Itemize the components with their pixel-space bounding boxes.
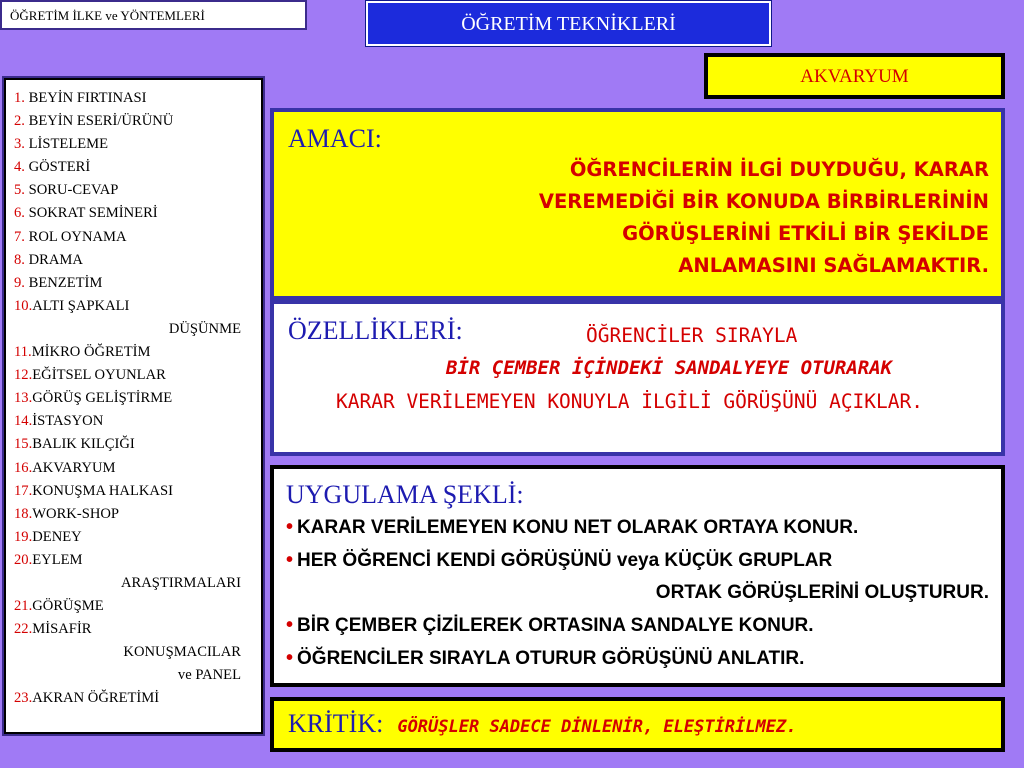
technique-number: 10. [14, 297, 33, 314]
technique-label: LİSTELEME [24, 136, 109, 153]
technique-number: 9. [14, 274, 25, 291]
technique-number: 18. [14, 505, 33, 522]
technique-number: 8. [14, 251, 25, 268]
technique-label: GÖSTERİ [24, 159, 91, 176]
bullet-text: HER ÖĞRENCİ KENDİ GÖRÜŞÜNÜ veya KÜÇÜK GRUPLAR [297, 550, 833, 571]
technique-number: 2. [14, 113, 25, 130]
technique-label: ALTI ŞAPKALI [32, 297, 130, 314]
technique-label-continuation: ve PANEL [177, 667, 241, 684]
technique-label: SORU-CEVAP [24, 182, 119, 199]
technique-label: BEYİN ESERİ/ÜRÜNÜ [24, 113, 174, 130]
amac-line: GÖRÜŞLERİNİ ETKİLİ BİR ŞEKİLDE [622, 222, 989, 245]
technique-label: DRAMA [24, 251, 83, 268]
technique-item [14, 687, 255, 710]
technique-item [14, 272, 255, 295]
ozellikler-line: BİR ÇEMBER İÇİNDEKİ SANDALYEYE OTURARAK [446, 357, 893, 379]
technique-label-continuation: DÜŞÜNME [168, 320, 241, 337]
technique-item [14, 295, 255, 318]
uygulama-bullet [286, 642, 989, 675]
technique-number: 13. [14, 390, 33, 407]
technique-item [14, 249, 255, 272]
uygulama-heading: UYGULAMA ŞEKLİ: [286, 480, 524, 509]
technique-item [14, 433, 255, 456]
page-title-text: ÖĞRETİM TEKNİKLERİ [461, 13, 676, 35]
technique-label: BALIK KILÇIĞI [32, 436, 135, 453]
amac-line: ÖĞRENCİLERİN İLGİ DUYDUĞU, KARAR [569, 158, 989, 181]
technique-label: ROL OYNAMA [24, 228, 127, 245]
amac-heading: AMACI: [288, 124, 382, 153]
technique-number: 7. [14, 228, 25, 245]
top-left-label-text: ÖĞRETİM İLKE ve YÖNTEMLERİ [10, 8, 205, 23]
technique-number: 16. [14, 459, 33, 476]
technique-item [14, 549, 255, 572]
technique-item [14, 179, 255, 202]
technique-number: 15. [14, 436, 33, 453]
uygulama-bullet [286, 609, 989, 642]
technique-item [14, 156, 255, 179]
bullet-text: BİR ÇEMBER ÇİZİLEREK ORTASINA SANDALYE KONUR. [297, 615, 814, 636]
amac-section [270, 108, 1005, 300]
technique-number: 14. [14, 413, 33, 430]
technique-number: 22. [14, 621, 33, 638]
ozellikler-line: ÖĞRENCİLER SIRAYLA [586, 324, 798, 347]
amac-text [288, 154, 989, 282]
current-technique-badge [704, 53, 1005, 99]
technique-number: 21. [14, 598, 33, 615]
technique-item [14, 87, 255, 110]
uygulama-bullet [286, 544, 989, 577]
technique-number: 4. [14, 159, 25, 176]
technique-number: 5. [14, 182, 25, 199]
technique-label: SOKRAT SEMİNERİ [24, 205, 158, 222]
technique-label: EYLEM [32, 551, 83, 568]
technique-label: WORK-SHOP [32, 505, 120, 522]
bullet-icon: • [286, 549, 294, 571]
technique-number: 6. [14, 205, 25, 222]
technique-label: MİSAFİR [32, 621, 92, 638]
technique-label: BEYİN FIRTINASI [24, 90, 147, 106]
current-technique-text: AKVARYUM [800, 66, 909, 87]
technique-label: GÖRÜŞ GELİŞTİRME [32, 390, 173, 407]
technique-item [14, 387, 255, 410]
technique-number: 17. [14, 482, 33, 499]
bullet-icon: • [286, 614, 294, 636]
page-title [366, 1, 771, 46]
kritik-text: GÖRÜŞLER SADECE DİNLENİR, ELEŞTİRİLMEZ. [397, 717, 797, 737]
technique-number: 1. [14, 90, 25, 106]
technique-number: 3. [14, 136, 25, 153]
ozellikler-heading: ÖZELLİKLERİ: [288, 316, 463, 345]
technique-number: 19. [14, 528, 33, 545]
technique-number: 12. [14, 367, 33, 384]
technique-item [14, 457, 255, 480]
amac-line: ANLAMASINI SAĞLAMAKTIR. [678, 254, 989, 277]
kritik-heading: KRİTİK: [288, 709, 384, 738]
technique-label: GÖRÜŞME [32, 598, 104, 615]
technique-label: DENEY [32, 528, 82, 545]
bullet-icon: • [286, 516, 294, 538]
ozellikler-section [270, 300, 1005, 456]
technique-label-continuation: KONUŞMACILAR [123, 644, 241, 661]
technique-label: KONUŞMA HALKASI [32, 482, 173, 499]
technique-item [14, 480, 255, 503]
technique-item [14, 133, 255, 156]
technique-label: BENZETİM [24, 274, 103, 291]
technique-item [14, 503, 255, 526]
ozellikler-line: KARAR VERİLEMEYEN KONUYLA İLGİLİ GÖRÜŞÜNÜ AÇIKLAR. [336, 390, 923, 413]
technique-number: 20. [14, 551, 33, 568]
technique-item [14, 226, 255, 249]
technique-item [14, 526, 255, 549]
technique-label: İSTASYON [32, 413, 104, 430]
top-left-label [0, 0, 307, 30]
technique-item [14, 110, 255, 133]
technique-item [14, 618, 255, 641]
technique-label: MİKRO ÖĞRETİM [31, 344, 151, 361]
technique-number: 23. [14, 690, 33, 707]
technique-label: AKRAN ÖĞRETİMİ [32, 690, 160, 707]
amac-line: VEREMEDİĞİ BİR KONUDA BİRBİRLERİNİN [538, 190, 989, 213]
technique-item [14, 595, 255, 618]
technique-list [4, 78, 263, 734]
technique-item [14, 202, 255, 225]
bullet-text: KARAR VERİLEMEYEN KONU NET OLARAK ORTAYA KONUR. [297, 517, 859, 538]
technique-label-continuation: ARAŞTIRMALARI [121, 574, 241, 591]
technique-item [14, 341, 255, 364]
bullet-text: ÖĞRENCİLER SIRAYLA OTURUR GÖRÜŞÜNÜ ANLATIR. [297, 648, 805, 669]
uygulama-bullet [286, 511, 989, 544]
uygulama-section [270, 465, 1005, 687]
bullet-text: ORTAK GÖRÜŞLERİNİ OLUŞTURUR. [655, 582, 989, 603]
technique-number: 11. [14, 344, 32, 361]
technique-item [14, 410, 255, 433]
kritik-section [270, 697, 1005, 752]
technique-label: AKVARYUM [32, 459, 116, 476]
bullet-icon: • [286, 647, 294, 669]
technique-item [14, 364, 255, 387]
uygulama-bullet-continuation [286, 577, 989, 609]
technique-label: EĞİTSEL OYUNLAR [32, 367, 166, 384]
